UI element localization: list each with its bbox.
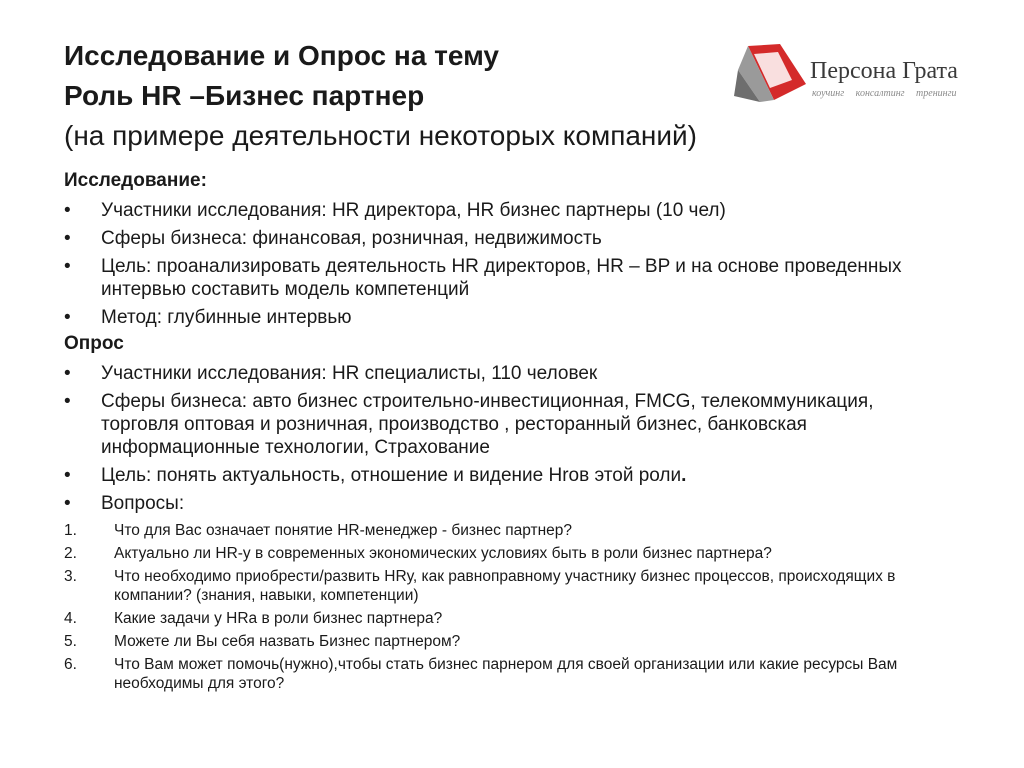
research-item-text: Участники исследования: HR директора, HR бизнес партнеры (10 чел) xyxy=(101,200,726,221)
title-line-3: (на примере деятельности некоторых компаний) xyxy=(64,120,697,151)
slide-body xyxy=(64,168,944,693)
bullet-marker: • xyxy=(64,200,71,221)
question-number: 1. xyxy=(64,522,77,539)
slide-title xyxy=(64,36,744,156)
bullet-marker: • xyxy=(64,363,71,384)
research-item-text: Сферы бизнеса: финансовая, розничная, недвижимость xyxy=(101,228,602,249)
question-item xyxy=(64,632,944,651)
question-text: Что для Вас означает понятие HR-менеджер - бизнес партнер? xyxy=(114,522,573,539)
research-item xyxy=(64,199,944,222)
question-item xyxy=(64,609,944,628)
question-item xyxy=(64,544,944,563)
survey-heading: Опрос xyxy=(64,333,124,354)
research-item xyxy=(64,255,944,301)
question-number: 4. xyxy=(64,610,77,627)
question-text: Что Вам может помочь(нужно),чтобы стать бизнес парнером для своей организации или какие ресурсы Вам необходимы для этого? xyxy=(114,656,898,692)
survey-item-text: Вопросы: xyxy=(101,493,185,514)
survey-item xyxy=(64,362,944,385)
research-item xyxy=(64,227,944,250)
company-logo xyxy=(734,44,1004,104)
question-item xyxy=(64,521,944,540)
question-text: Что необходимо приобрести/развить HRу, как равноправному участнику бизнес процессов, происходящих в компании? (знания, навыки, компетенции) xyxy=(114,568,896,604)
logo-tagline: коучинг консалтинг тренинги xyxy=(812,88,957,99)
question-number: 3. xyxy=(64,568,77,585)
survey-item-text: Участники исследования: HR специалисты, 110 человек xyxy=(101,363,598,384)
research-heading: Исследование: xyxy=(64,170,207,191)
bullet-marker: • xyxy=(64,307,71,328)
bullet-marker: • xyxy=(64,465,71,486)
bullet-marker: • xyxy=(64,391,71,412)
title-line-2: Роль HR –Бизнес партнер xyxy=(64,80,425,111)
question-item xyxy=(64,655,944,693)
survey-item xyxy=(64,492,944,515)
bullet-marker: • xyxy=(64,256,71,277)
survey-item-text xyxy=(101,465,686,486)
question-number: 6. xyxy=(64,656,77,673)
survey-item xyxy=(64,390,944,459)
survey-goal-text: Цель: понять актуальность, отношение и видение Hrов этой роли xyxy=(101,465,682,486)
logo-name: Персона Грата xyxy=(810,58,958,84)
bullet-marker: • xyxy=(64,228,71,249)
research-item-text: Цель: проанализировать деятельность HR директоров, HR – BP и на основе проведенных интервью составить модель компетенций xyxy=(101,256,902,300)
question-text: Какие задачи у HRа в роли бизнес партнера? xyxy=(114,610,443,627)
survey-goal-period: . xyxy=(681,465,687,486)
bullet-marker: • xyxy=(64,493,71,514)
question-text: Актуально ли HR-у в современных экономических условиях быть в роли бизнес партнера? xyxy=(114,545,772,562)
question-item xyxy=(64,567,944,605)
logo-emblem-icon xyxy=(734,44,806,102)
survey-item xyxy=(64,464,944,487)
question-text: Можете ли Вы себя назвать Бизнес партнером? xyxy=(114,633,461,650)
title-line-1: Исследование и Опрос на тему xyxy=(64,40,499,71)
research-item-text: Метод: глубинные интервью xyxy=(101,307,352,328)
question-number: 2. xyxy=(64,545,77,562)
survey-item-text: Сферы бизнеса: авто бизнес строительно-инвестиционная, FMCG, телекоммуникация, торговля оптовая и розничная, производство , ресторанный бизнес, банковская информационные технологии, Страхование xyxy=(101,391,874,458)
research-item xyxy=(64,306,944,329)
question-number: 5. xyxy=(64,633,77,650)
